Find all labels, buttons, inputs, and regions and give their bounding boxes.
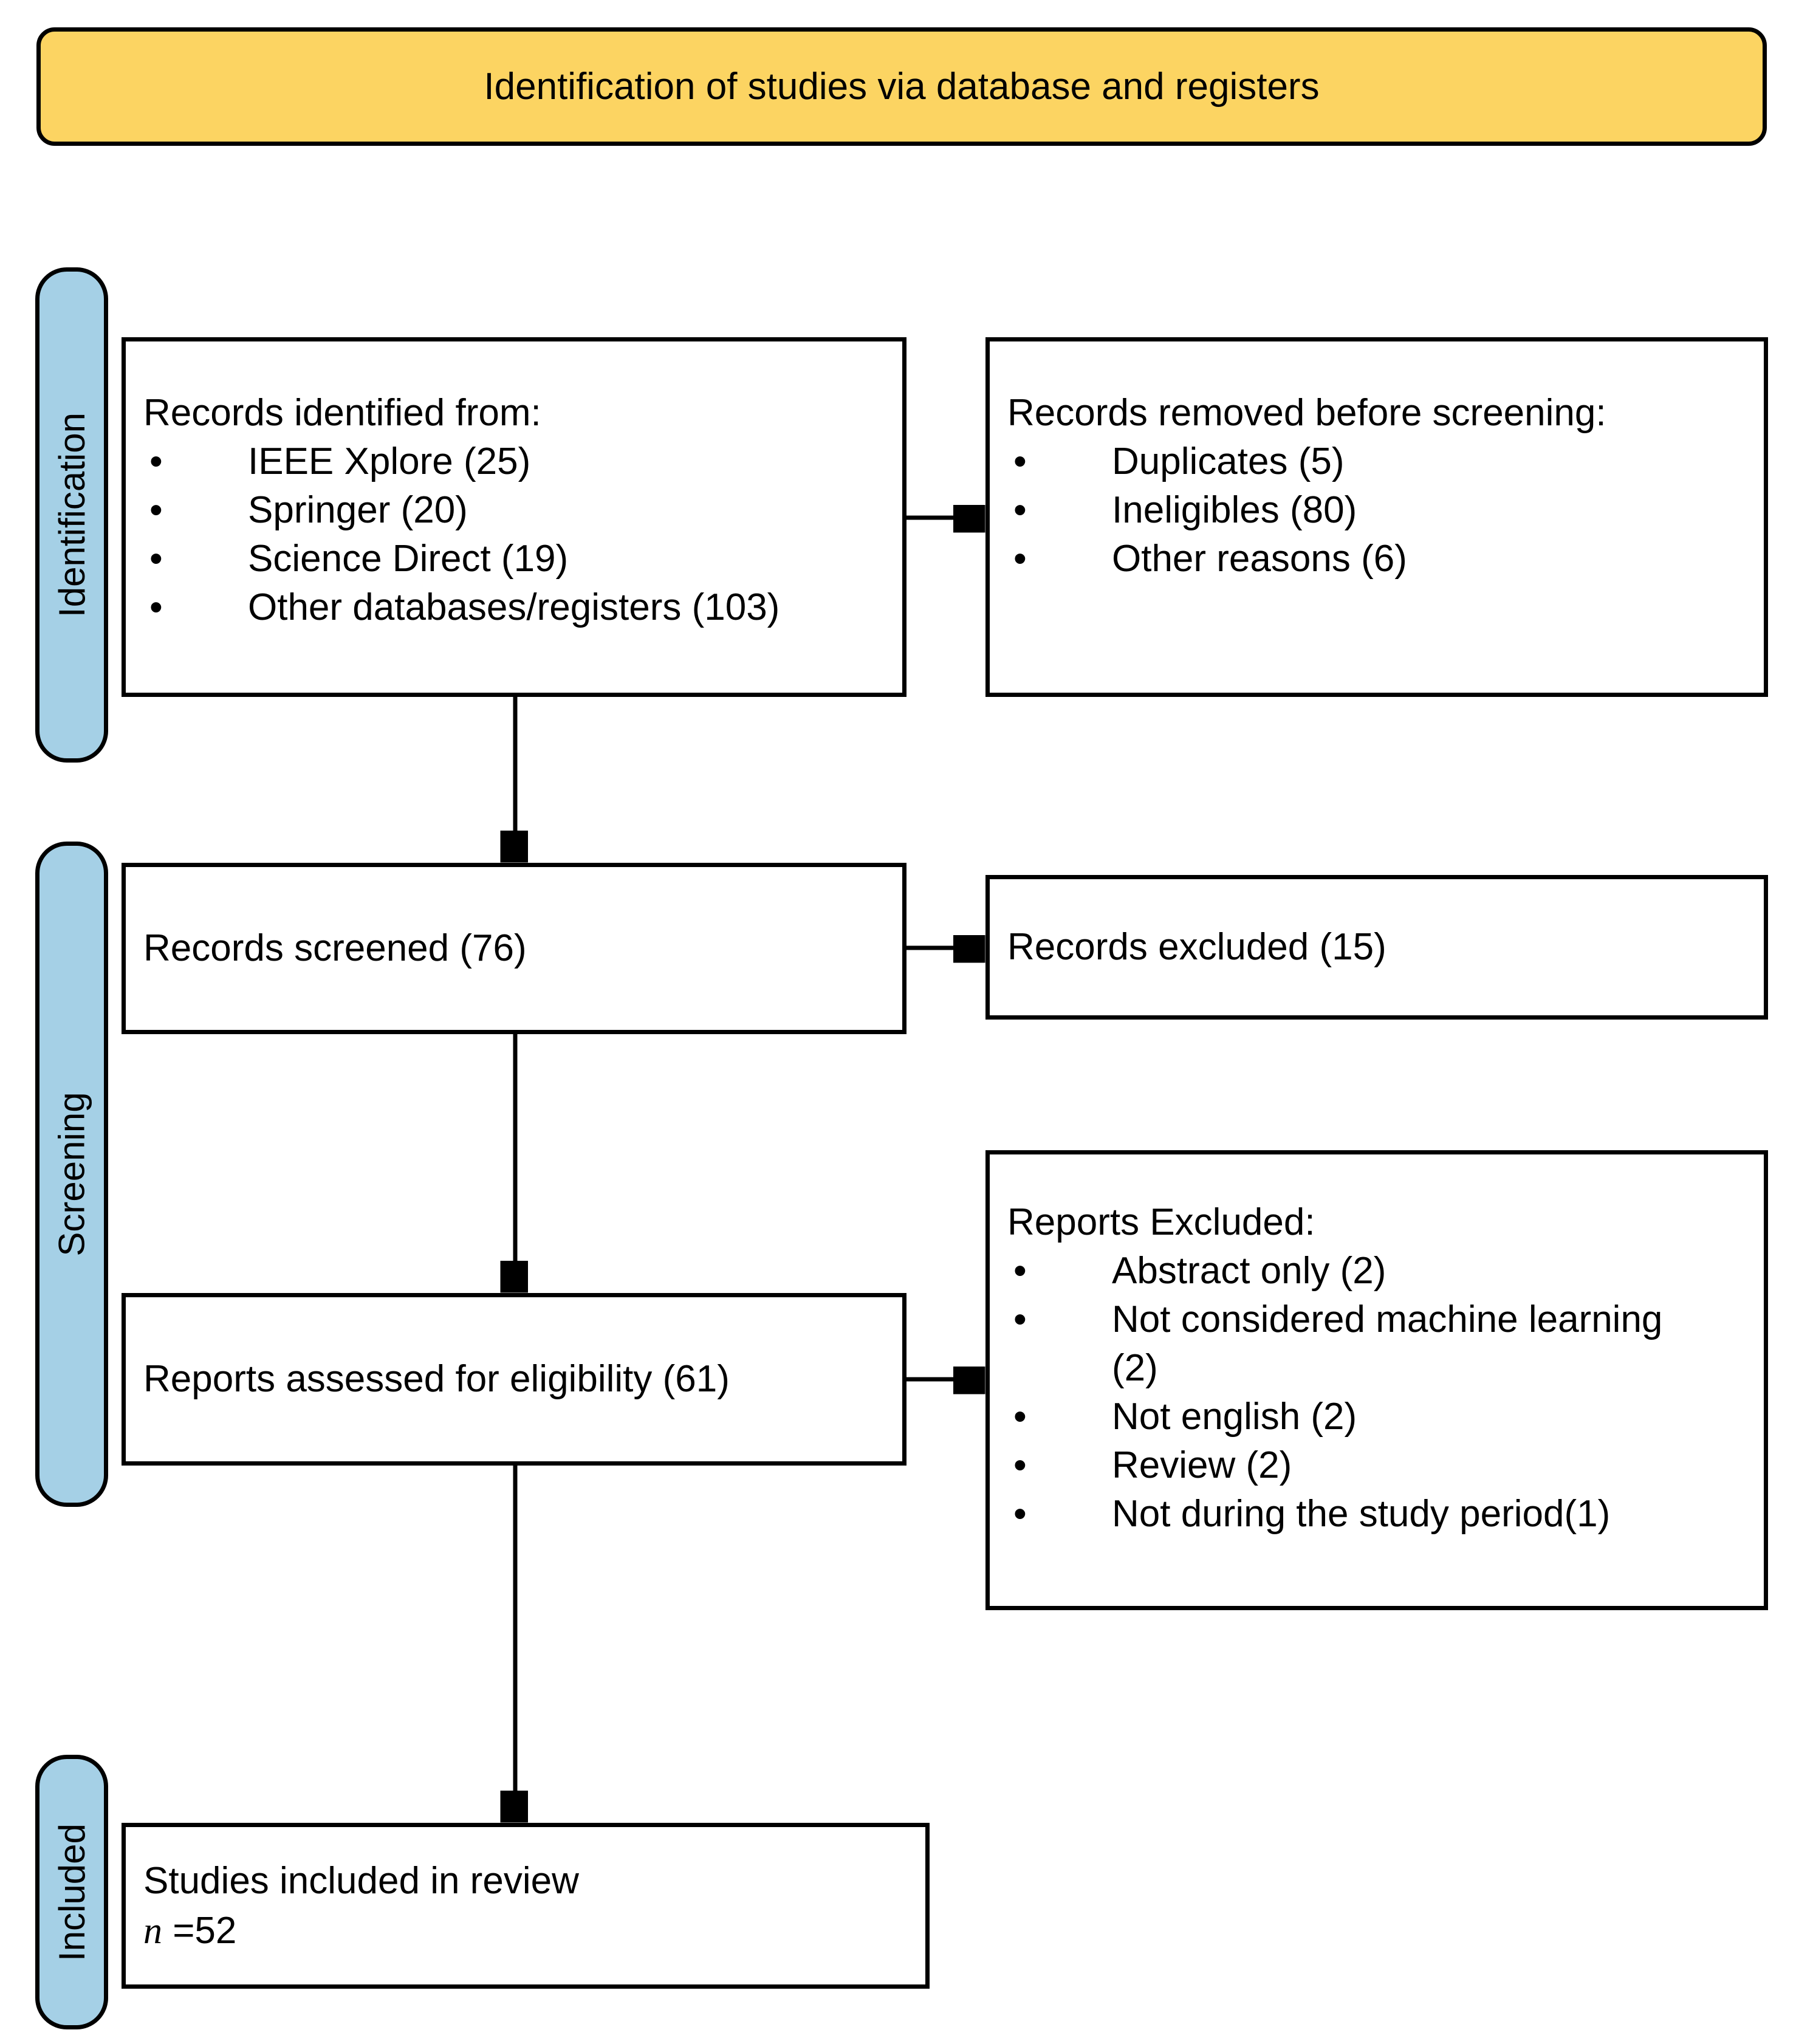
list-item: [1007, 535, 1749, 583]
list-item-text: Not during the study period(1): [1112, 1493, 1611, 1535]
list-item: [1007, 486, 1749, 535]
diagram-title-banner: [36, 27, 1767, 146]
list-item: [1007, 1247, 1749, 1295]
list-item-text: Other reasons (6): [1112, 538, 1407, 580]
bullet-icon: •: [1013, 1396, 1027, 1438]
list-item-text: IEEE Xplore (25): [248, 441, 531, 482]
list-item: [143, 486, 888, 535]
list-item-text: Not considered machine learning (2): [1112, 1298, 1663, 1389]
n-value: =52: [162, 1909, 237, 1952]
box-records-excluded: [985, 875, 1768, 1020]
records-removed-list: [1007, 437, 1749, 583]
stage-label-included: [35, 1755, 108, 2029]
stage-label-identification-text: Identification: [51, 413, 92, 617]
bullet-icon: •: [149, 538, 163, 580]
box-studies-included-line1: Studies included in review: [143, 1859, 579, 1902]
list-item: [1007, 1295, 1749, 1393]
list-item: [143, 535, 888, 583]
box-studies-included-count-line: [143, 1906, 925, 1956]
bullet-icon: •: [149, 441, 163, 482]
box-records-excluded-title: Records excluded (15): [1007, 926, 1386, 968]
bullet-icon: •: [1013, 1444, 1027, 1486]
list-item: [143, 437, 888, 486]
box-reports-excluded-title: Reports Excluded:: [1007, 1201, 1315, 1243]
box-reports-assessed-title: Reports assessed for eligibility (61): [143, 1358, 730, 1400]
stage-label-screening: [35, 842, 108, 1507]
bullet-icon: •: [1013, 1250, 1027, 1292]
box-reports-excluded: [985, 1150, 1768, 1610]
list-item: [1007, 1490, 1749, 1538]
box-records-removed: [985, 337, 1768, 697]
list-item: [1007, 437, 1749, 486]
list-item: [1007, 1393, 1749, 1441]
list-item-text: Review (2): [1112, 1444, 1292, 1486]
bullet-icon: •: [1013, 538, 1027, 580]
list-item-text: Springer (20): [248, 489, 468, 531]
list-item: [1007, 1441, 1749, 1490]
stage-label-included-text: Included: [51, 1823, 92, 1961]
box-records-removed-title: Records removed before screening:: [1007, 392, 1606, 434]
bullet-icon: •: [1013, 441, 1027, 482]
box-records-screened-title: Records screened (76): [143, 927, 527, 969]
list-item-text: Duplicates (5): [1112, 441, 1345, 482]
n-variable: n: [143, 1910, 162, 1952]
reports-excluded-list: [1007, 1247, 1749, 1538]
bullet-icon: •: [149, 586, 163, 628]
box-studies-included: [122, 1823, 930, 1989]
list-item: [143, 583, 888, 632]
bullet-icon: •: [149, 489, 163, 531]
box-records-identified-title: Records identified from:: [143, 392, 541, 434]
stage-label-screening-text: Screening: [51, 1092, 92, 1257]
list-item-text: Abstract only (2): [1112, 1250, 1386, 1292]
diagram-title: Identification of studies via database and registers: [484, 66, 1320, 108]
list-item-text: Not english (2): [1112, 1396, 1357, 1438]
box-records-identified: [122, 337, 906, 697]
records-identified-list: [143, 437, 888, 632]
bullet-icon: •: [1013, 489, 1027, 531]
list-item-text: Other databases/registers (103): [248, 586, 780, 628]
stage-label-identification: [35, 267, 108, 763]
list-item-text: Science Direct (19): [248, 538, 569, 580]
box-reports-assessed: [122, 1293, 906, 1466]
bullet-icon: •: [1013, 1493, 1027, 1535]
list-item-text: Ineligibles (80): [1112, 489, 1357, 531]
bullet-icon: •: [1013, 1298, 1027, 1340]
box-records-screened: [122, 863, 906, 1034]
